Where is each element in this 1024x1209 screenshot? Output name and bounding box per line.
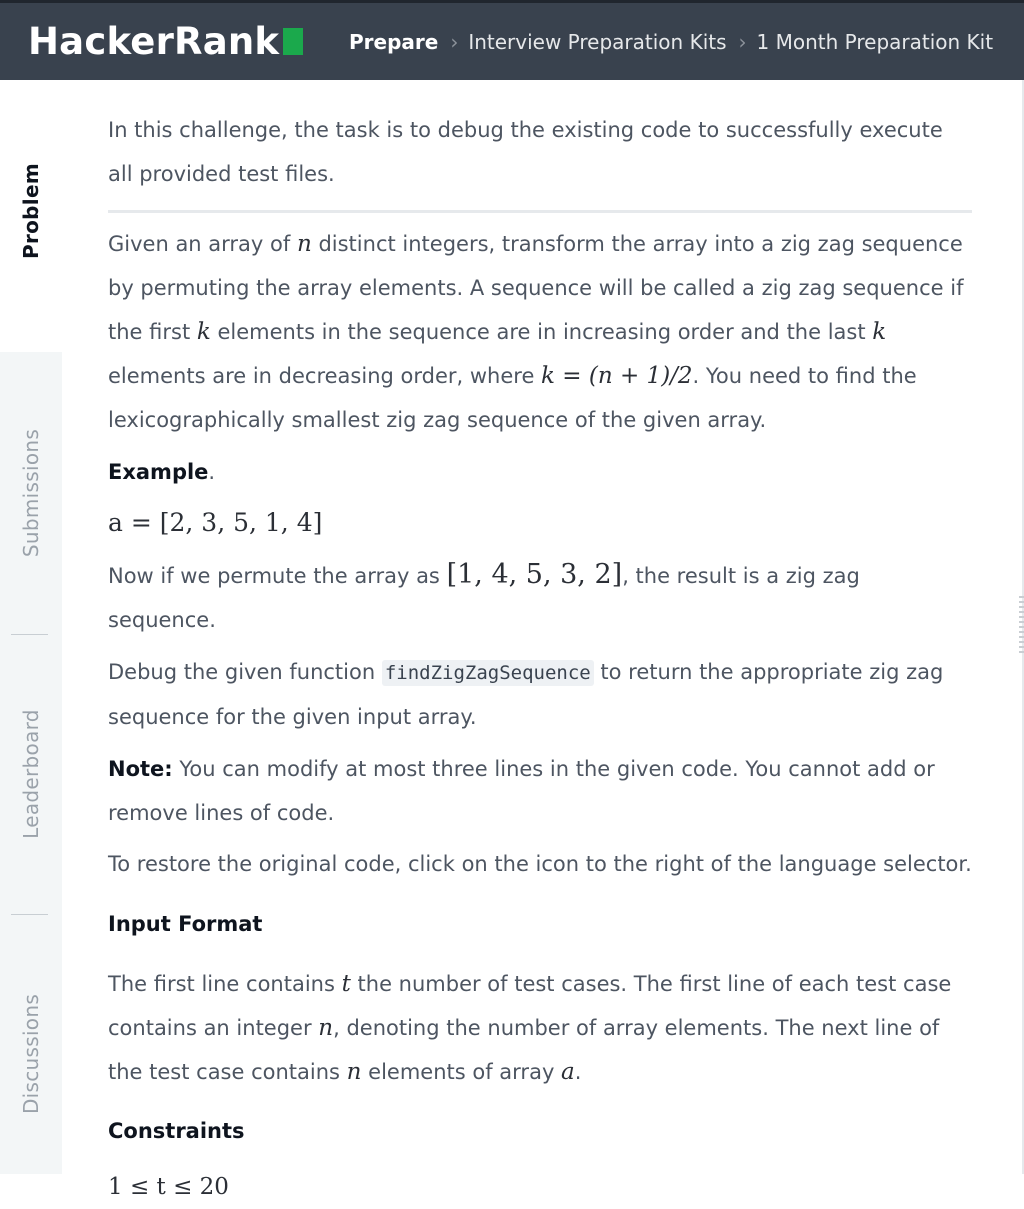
math-permuted-array: [1, 4, 5, 3, 2]: [446, 559, 623, 590]
math-k-formula: k = (n + 1)/2: [541, 363, 693, 389]
math-n: n: [346, 1059, 362, 1085]
divider: [108, 210, 972, 213]
top-navigation-bar: [0, 0, 1024, 80]
math-k: k: [196, 319, 211, 345]
debug-text: Debug the given function findZigZagSequence to return the appropriate zig zag sequence for the given input array.: [108, 660, 944, 729]
constraint-1: 1 ≤ t ≤ 20: [108, 1174, 229, 1200]
resize-handle[interactable]: [1019, 596, 1024, 656]
math-t: t: [341, 971, 351, 997]
tab-submissions[interactable]: Submissions: [19, 428, 43, 558]
breadcrumb-month-kit[interactable]: 1 Month Preparation Kit: [756, 30, 994, 54]
math-k: k: [872, 319, 887, 345]
math-n: n: [318, 1015, 334, 1041]
input-format-heading: Input Format: [108, 912, 263, 936]
logo-square-icon: [283, 28, 303, 55]
breadcrumb: [349, 30, 993, 54]
description-paragraph: Given an array of n distinct integers, transform the array into a zig zag sequence by permuting the array elements. A sequence will be called a zig zag sequence if the first k elements in the sequence are in increasing order and the last k elements are in decreasing order, where k = (n + 1)/2. You need to find the lexicographically smallest zig zag sequence of the given array.: [108, 231, 964, 432]
logo-text: HackerRank: [28, 20, 280, 63]
constraints-heading: Constraints: [108, 1119, 245, 1143]
function-name-code: findZigZagSequence: [382, 660, 594, 686]
breadcrumb-prepare[interactable]: Prepare: [349, 30, 439, 54]
math-a: a: [561, 1059, 575, 1085]
tab-problem-label: Problem: [19, 163, 43, 259]
math-n: n: [296, 231, 312, 257]
tab-leaderboard[interactable]: Leaderboard: [19, 709, 43, 839]
intro-text: In this challenge, the task is to debug the existing code to successfully execute all provided test files.: [108, 118, 943, 186]
tab-divider: [11, 634, 48, 635]
example-heading: Example.: [108, 460, 216, 484]
restore-text: To restore the original code, click on the icon to the right of the language selector.: [108, 852, 972, 876]
problem-statement: [108, 108, 972, 1209]
hackerrank-logo[interactable]: [28, 20, 303, 63]
permutation-text: Now if we permute the array as [1, 4, 5, 3, 2], the result is a zig zag sequence.: [108, 559, 860, 632]
tab-problem[interactable]: [0, 80, 62, 352]
note-text: Note: You can modify at most three lines in the given code. You cannot add or remove lines of code.: [108, 757, 935, 825]
tab-discussions[interactable]: Discussions: [19, 993, 43, 1115]
breadcrumb-interview-kits[interactable]: Interview Preparation Kits: [468, 30, 727, 54]
vertical-tab-bar: [0, 80, 62, 1174]
chevron-right-icon: ›: [738, 30, 747, 54]
example-array: a = [2, 3, 5, 1, 4]: [108, 508, 323, 537]
chevron-right-icon: ›: [450, 30, 459, 54]
tab-divider: [11, 914, 48, 915]
input-format-text: The first line contains t the number of test cases. The first line of each test case contains an integer n, denoting the number of array elements. The next line of the test case contains n elements of array a.: [108, 971, 952, 1085]
